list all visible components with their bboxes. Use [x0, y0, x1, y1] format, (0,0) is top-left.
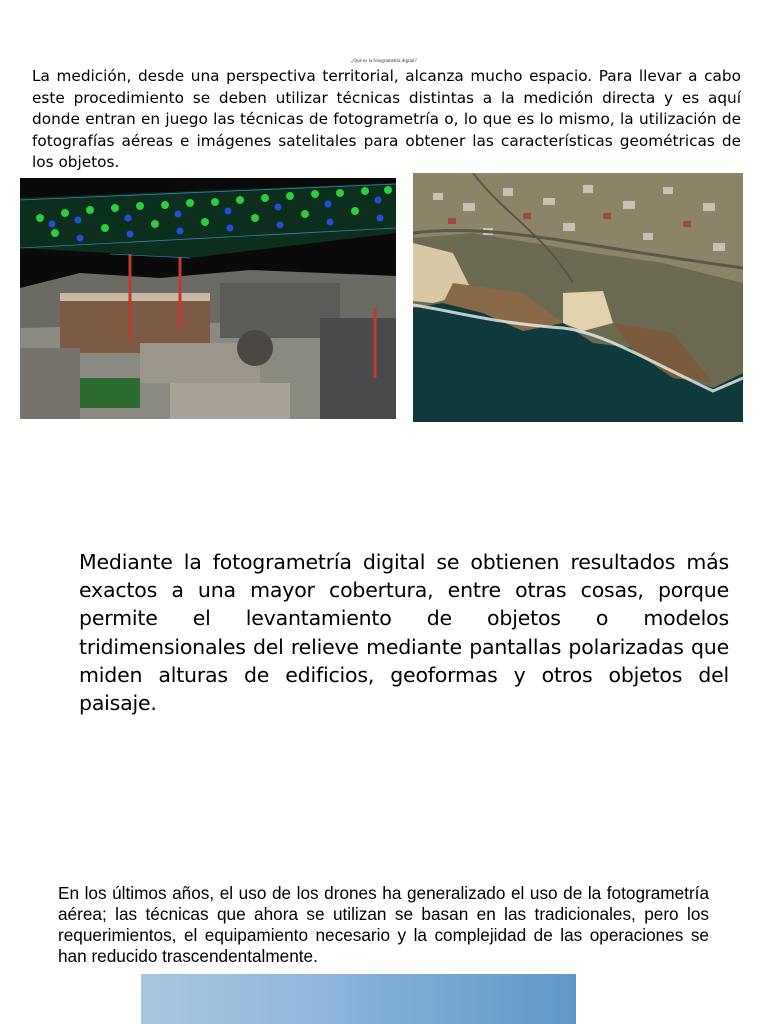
main-paragraph: Mediante la fotogrametría digital se obtienen resultados más exactos a una mayor cobertura, entre otras cosas, porque permite el levantamiento de objetos o modelos tridimensionales del relieve mediante pantallas polarizadas que miden alturas de edificios, geoformas y otros objetos del paisaje. — [79, 550, 729, 716]
photogrammetry-model-image — [20, 178, 396, 419]
page-header-title: ¿Qué es la fotogrametría digital? — [351, 59, 417, 64]
intro-paragraph: La medición, desde una perspectiva territorial, alcanza mucho espacio. Para llevar a cabo este procedimiento se deben utilizar técnicas distintas a la medición directa y es aquí donde entran en juego las técnicas de fotogrametría o, lo que es lo mismo, la utilización de fotografías aéreas e imágenes satelitales para obtener las características geométricas de los objetos. — [32, 67, 741, 171]
coastal-aerial-image — [413, 173, 743, 422]
coastal-aerial-graphic — [413, 173, 743, 422]
photogrammetry-model-graphic — [20, 178, 396, 419]
sky-photo-image — [141, 974, 576, 1024]
drones-paragraph: En los últimos años, el uso de los drones ha generalizado el uso de la fotogrametría aérea; las técnicas que ahora se utilizan se basan en las tradicionales, pero los requerimientos, el equipamiento necesario y la complejidad de las operaciones se han reducido trascendentalmente. — [58, 883, 709, 966]
